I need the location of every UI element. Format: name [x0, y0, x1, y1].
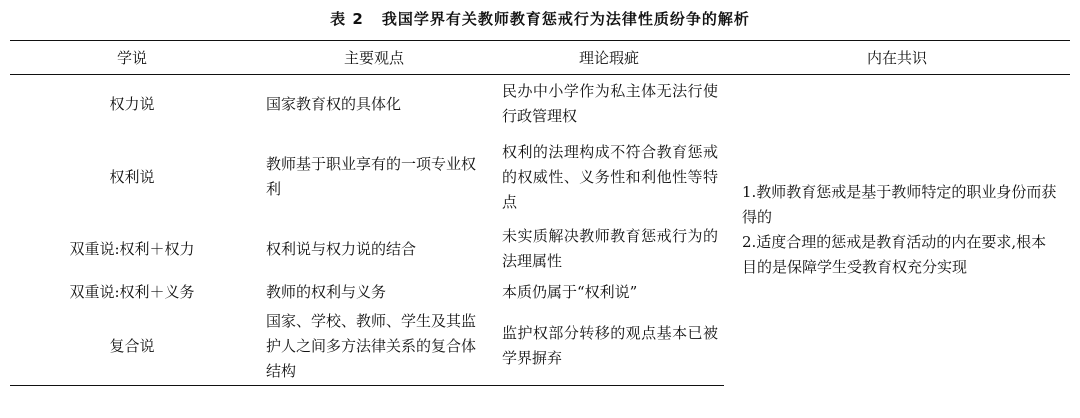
header-row	[10, 41, 1070, 75]
theory-cell: 权利说	[109, 167, 155, 186]
flaw-cell: 监护权部分转移的观点基本已被学界摒弃	[494, 307, 724, 386]
view-cell: 教师基于职业享有的一项专业权利	[266, 155, 477, 198]
flaw-cell: 权利的法理构成不符合教育惩戒的权威性、义务性和利他性等特点	[502, 142, 718, 211]
view-cell: 国家教育权的具体化	[266, 94, 402, 113]
table-number: 表 2	[330, 10, 364, 28]
table-title: 我国学界有关教师教育惩戒行为法律性质纷争的解析	[381, 10, 750, 28]
header-theory: 学说	[10, 41, 254, 75]
table-caption	[0, 8, 1080, 29]
table-row	[10, 75, 1070, 134]
consensus-item: 2.适度合理的惩戒是教育活动的内在要求,根本目的是保障学生受教育权充分实现	[742, 233, 1047, 277]
consensus-cell	[724, 75, 1070, 386]
flaw-cell: 民办中小学作为私主体无法行使行政管理权	[502, 82, 718, 125]
theory-cell: 权力说	[109, 94, 155, 113]
theory-cell: 双重说:权利＋义务	[69, 282, 195, 301]
theory-cell: 复合说	[10, 307, 254, 386]
consensus-item: 1.教师教育惩戒是基于教师特定的职业身份而获得的	[742, 183, 1057, 227]
view-cell: 教师的权利与义务	[266, 282, 387, 301]
view-cell: 权利说与权力说的结合	[266, 239, 417, 258]
view-cell: 国家、学校、教师、学生及其监护人之间多方法律关系的复合体结构	[254, 307, 494, 386]
theory-cell: 双重说:权利＋权力	[69, 239, 195, 258]
header-main-view: 主要观点	[254, 41, 494, 75]
header-consensus: 内在共识	[724, 41, 1070, 75]
analysis-table	[10, 40, 1070, 386]
header-theoretical-flaw: 理论瑕疵	[494, 41, 724, 75]
flaw-cell: 本质仍属于“权利说”	[502, 282, 638, 301]
flaw-cell: 未实质解决教师教育惩戒行为的法理属性	[502, 227, 718, 270]
